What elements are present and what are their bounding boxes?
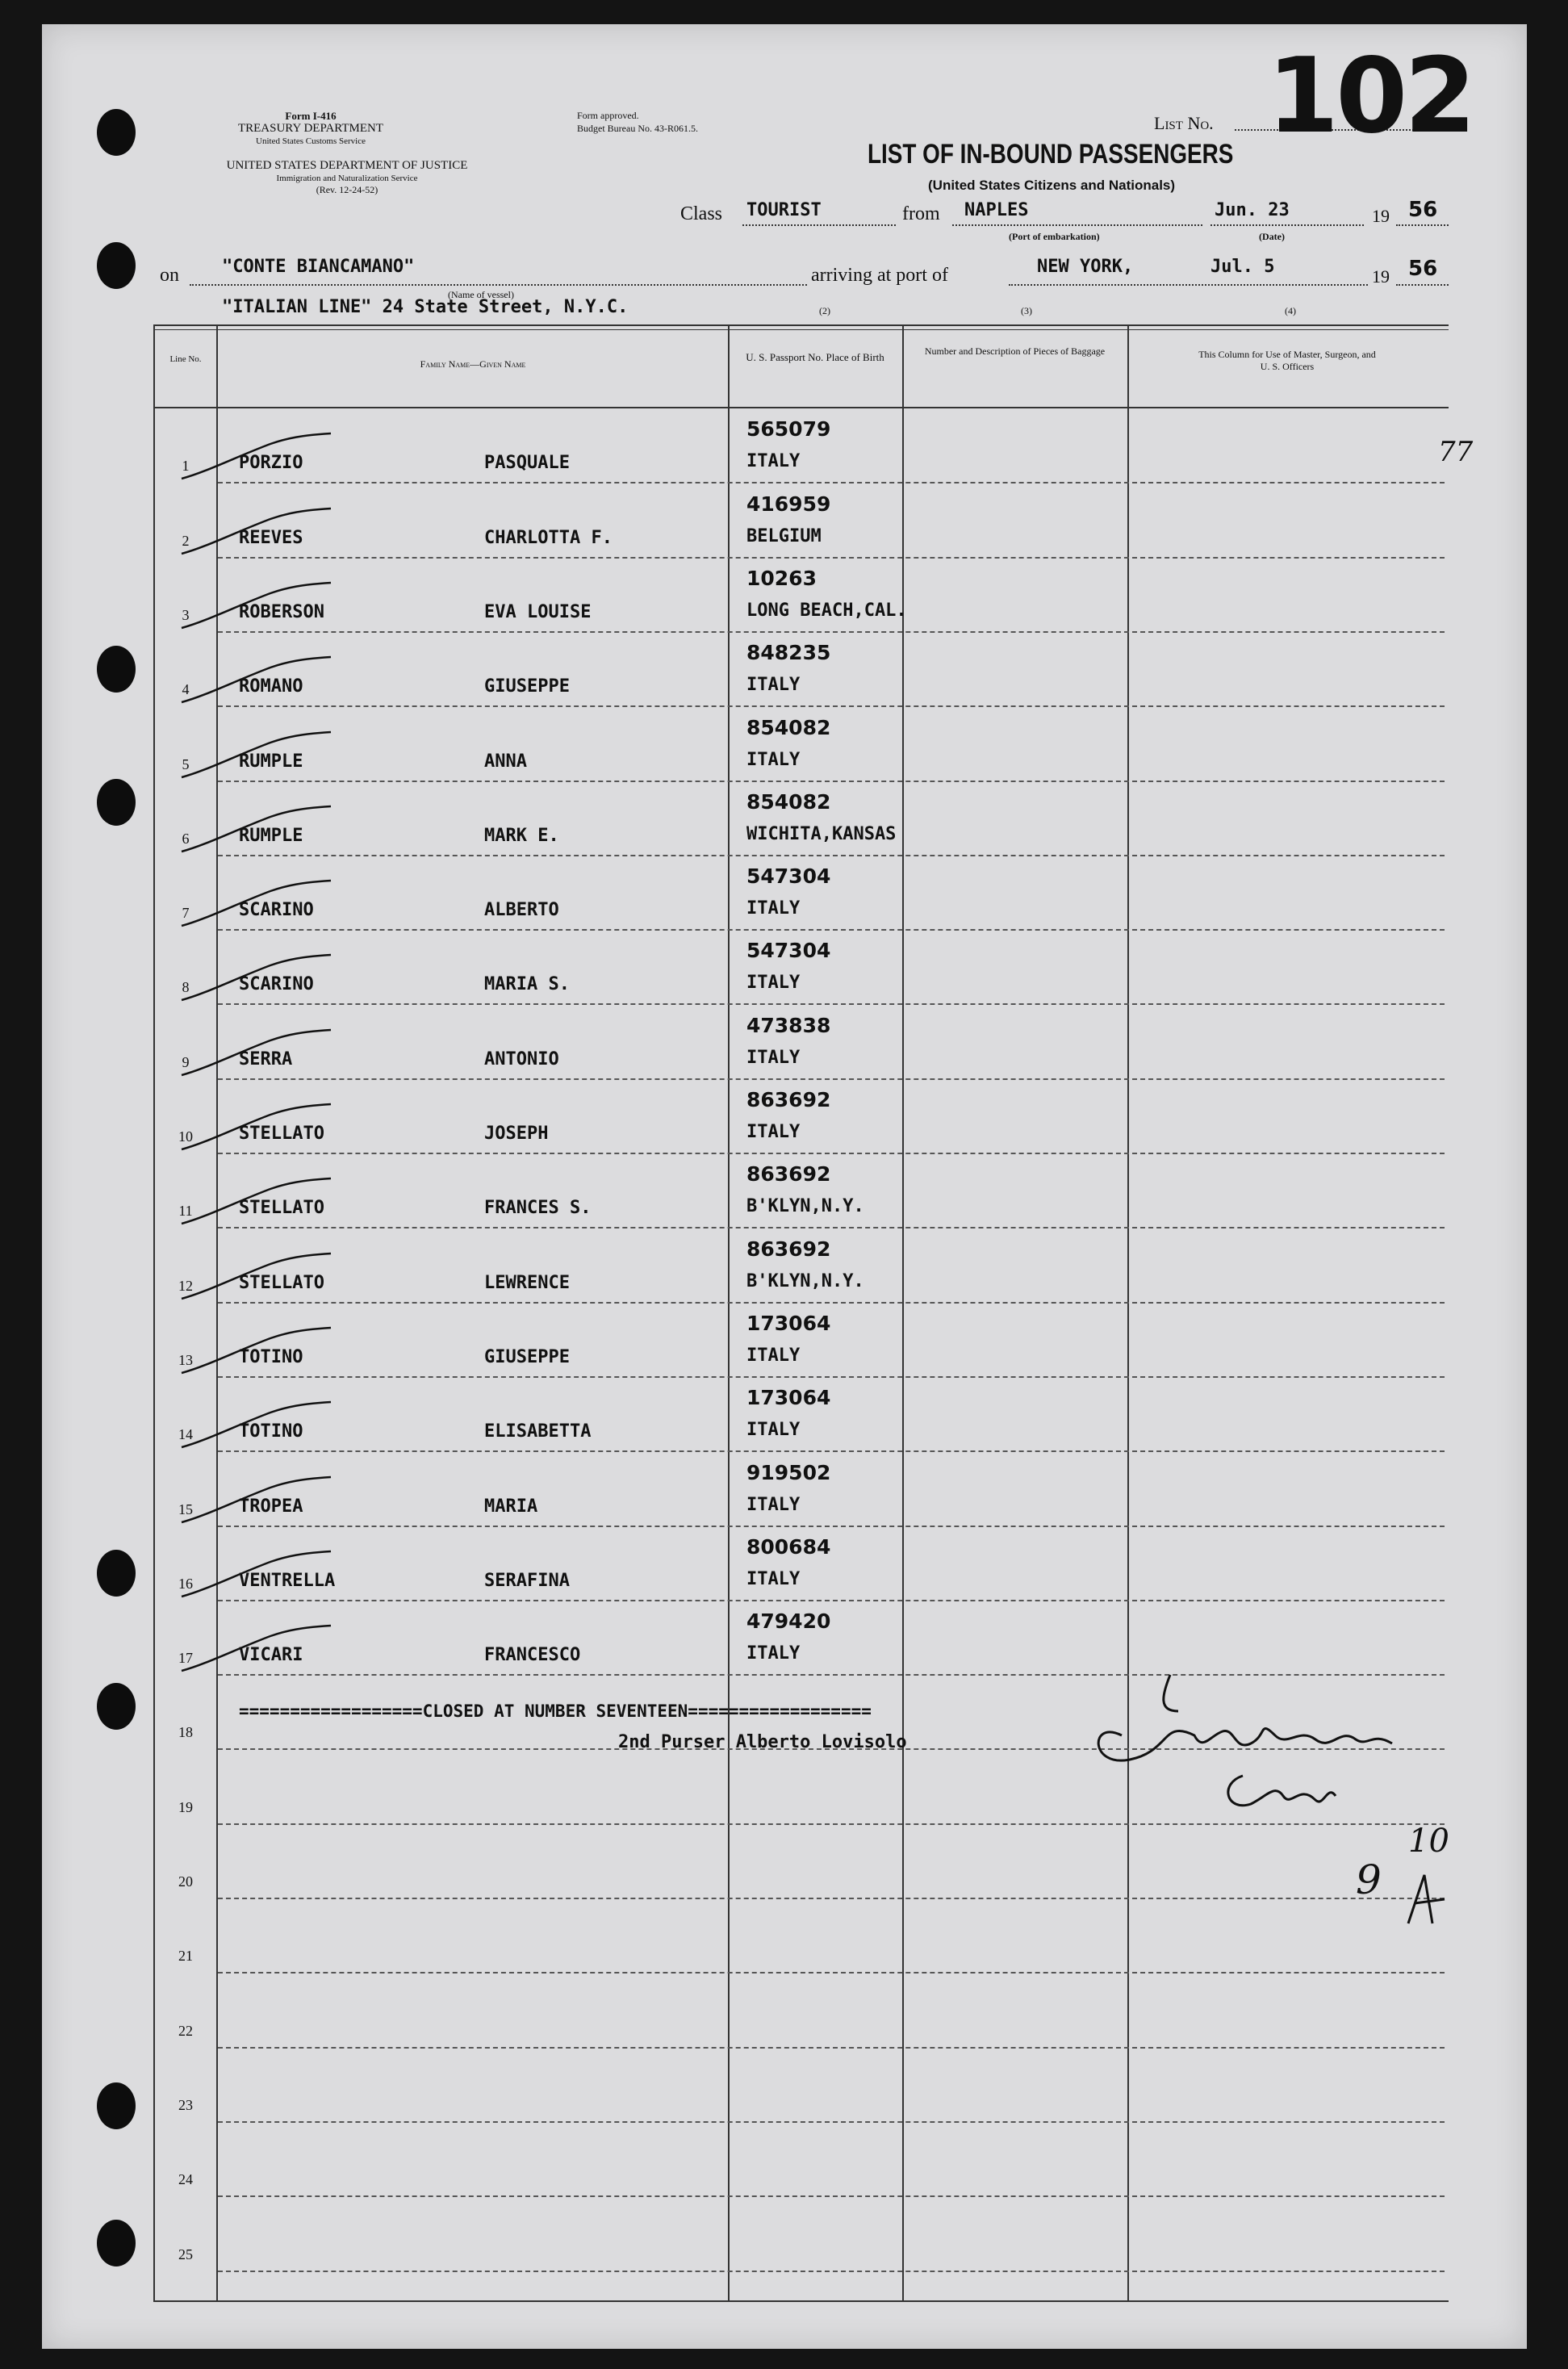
given-name: MARIA S. xyxy=(484,974,570,995)
family-name: VICARI xyxy=(239,1645,303,1666)
form-number: Form I-416 xyxy=(285,110,337,122)
list-label: List No. xyxy=(1154,113,1214,133)
year-prefix-1: 19 xyxy=(1372,206,1390,226)
check-mark xyxy=(174,1326,335,1383)
passport-number: 863692 xyxy=(746,1237,831,1261)
row-rule xyxy=(218,2047,1445,2049)
check-mark xyxy=(174,581,335,638)
row-rule xyxy=(218,1600,1445,1601)
check-mark xyxy=(174,1475,335,1532)
col-header-officers: This Column for Use of Master, Surgeon, and U. S. Officers xyxy=(1198,349,1376,372)
arrival-date: Jul. 5 xyxy=(1210,257,1275,277)
line-number: 22 xyxy=(178,2022,193,2039)
given-name: GIUSEPPE xyxy=(484,676,570,697)
passport-number: 854082 xyxy=(746,715,831,739)
table-left-border xyxy=(153,324,155,2302)
punch-hole xyxy=(97,2220,136,2266)
place-of-birth: ITALY xyxy=(746,1643,801,1664)
year-rule-2 xyxy=(1396,284,1449,286)
date-label: (Date) xyxy=(1259,231,1285,242)
list-number: 102 xyxy=(1267,36,1474,157)
punch-hole xyxy=(97,646,136,693)
row-rule xyxy=(218,557,1445,559)
punch-hole xyxy=(97,1550,136,1597)
line-number: 12 xyxy=(178,1277,193,1294)
check-mark xyxy=(174,655,335,712)
check-mark xyxy=(174,1177,335,1233)
line-number: 19 xyxy=(178,1798,193,1815)
line-number: 21 xyxy=(178,1948,193,1965)
passport-number: 565079 xyxy=(746,417,831,442)
passport-number: 547304 xyxy=(746,939,831,963)
line-number: 7 xyxy=(182,905,190,922)
row-rule xyxy=(218,781,1445,782)
row-rule xyxy=(218,1972,1445,1973)
place-of-birth: ITALY xyxy=(746,1568,801,1589)
check-mark xyxy=(174,432,335,488)
margin-note: 77 xyxy=(1438,436,1474,468)
given-name: FRANCESCO xyxy=(484,1645,581,1666)
row-rule xyxy=(218,2195,1445,2197)
place-of-birth: WICHITA,KANSAS xyxy=(746,823,897,844)
col-divider-passport xyxy=(902,324,904,2302)
col-header-name: Family Name—Given Name xyxy=(420,358,526,370)
customs-service: United States Customs Service xyxy=(256,136,366,146)
given-name: CHARLOTTA F. xyxy=(484,527,613,548)
from-label: from xyxy=(902,203,940,224)
passport-number: 848235 xyxy=(746,641,831,665)
place-of-birth: ITALY xyxy=(746,898,801,919)
closed-line: ==================CLOSED AT NUMBER SEVENTEEN================== xyxy=(239,1701,872,1721)
class-value: TOURIST xyxy=(746,200,822,220)
check-mark xyxy=(174,879,335,935)
col-header-passport: U. S. Passport No. Place of Birth xyxy=(746,351,884,363)
row-rule xyxy=(218,2121,1445,2123)
from-rule xyxy=(952,224,1202,226)
year-prefix-2: 19 xyxy=(1372,266,1390,287)
justice-dept: UNITED STATES DEPARTMENT OF JUSTICE xyxy=(226,159,468,172)
hand-mark xyxy=(1400,1871,1457,1927)
line-number: 11 xyxy=(178,1203,193,1220)
row-rule xyxy=(218,1526,1445,1527)
given-name: FRANCES S. xyxy=(484,1198,592,1219)
passport-number: 473838 xyxy=(746,1013,831,1037)
treasury-dept: TREASURY DEPARTMENT xyxy=(237,122,384,135)
place-of-birth: ITALY xyxy=(746,1122,801,1142)
passport-number: 479420 xyxy=(746,1609,831,1634)
purser-name: 2nd Purser Alberto Lovisolo xyxy=(618,1732,907,1752)
family-name: RUMPLE xyxy=(239,751,303,772)
line-number: 3 xyxy=(182,606,190,623)
family-name: SCARINO xyxy=(239,900,314,921)
punch-hole xyxy=(97,109,136,156)
hand-note-10: 10 xyxy=(1408,1823,1449,1860)
row-rule xyxy=(218,1153,1445,1154)
date-rule xyxy=(1210,224,1364,226)
given-name: ALBERTO xyxy=(484,900,559,921)
check-mark xyxy=(174,1624,335,1680)
family-name: TOTINO xyxy=(239,1346,303,1367)
col-header-line-no: Line No. xyxy=(169,354,202,364)
line-number: 13 xyxy=(178,1351,193,1368)
punch-hole xyxy=(97,779,136,826)
row-rule xyxy=(218,482,1445,483)
revision: (Rev. 12-24-52) xyxy=(316,184,378,195)
line-number: 20 xyxy=(178,1873,193,1890)
family-name: PORZIO xyxy=(239,453,303,474)
line-number: 10 xyxy=(178,1128,193,1145)
table-top-rule-2 xyxy=(153,329,1449,330)
passport-number: 863692 xyxy=(746,1162,831,1187)
year-1: 56 xyxy=(1408,198,1438,222)
col-3-label: (3) xyxy=(1021,305,1032,316)
place-of-birth: ITALY xyxy=(746,451,801,472)
place-of-birth: B'KLYN,N.Y. xyxy=(746,1196,864,1217)
hand-note-9: 9 xyxy=(1356,1856,1382,1903)
given-name: ANNA xyxy=(484,751,527,772)
place-of-birth: BELGIUM xyxy=(746,525,822,546)
check-mark xyxy=(174,1550,335,1606)
line-address: "ITALIAN LINE" 24 State Street, N.Y.C. xyxy=(222,297,629,317)
year-2: 56 xyxy=(1408,257,1438,281)
col-4-label: (4) xyxy=(1285,305,1296,316)
place-of-birth: ITALY xyxy=(746,1345,801,1366)
table-bottom-rule xyxy=(153,2300,1449,2302)
family-name: TOTINO xyxy=(239,1421,303,1442)
ins: Immigration and Naturalization Service xyxy=(276,174,418,183)
form-approved: Form approved. xyxy=(577,110,639,121)
departure-date: Jun. 23 xyxy=(1215,200,1290,220)
from-value: NAPLES xyxy=(964,200,1029,220)
passport-number: 854082 xyxy=(746,789,831,814)
class-rule xyxy=(742,224,896,226)
on-label: on xyxy=(160,265,179,286)
line-number: 4 xyxy=(182,681,190,698)
vessel-rule xyxy=(190,284,807,286)
year-rule-1 xyxy=(1396,224,1449,226)
check-mark xyxy=(174,953,335,1010)
line-number: 18 xyxy=(178,1724,193,1741)
signature xyxy=(1081,1663,1453,1953)
table-top-rule xyxy=(153,324,1449,326)
given-name: MARIA xyxy=(484,1496,538,1517)
row-rule xyxy=(218,1450,1445,1452)
list-subtitle: (United States Citizens and Nationals) xyxy=(928,178,1176,193)
class-label: Class xyxy=(680,203,723,224)
passport-number: 173064 xyxy=(746,1311,831,1335)
check-mark xyxy=(174,1252,335,1308)
family-name: STELLATO xyxy=(239,1272,324,1293)
list-title: LIST OF IN-BOUND PASSENGERS xyxy=(868,139,1234,170)
col-divider-name xyxy=(728,324,730,2302)
punch-hole xyxy=(97,242,136,289)
place-of-birth: ITALY xyxy=(746,973,801,994)
given-name: MARK E. xyxy=(484,825,559,846)
line-number: 16 xyxy=(178,1575,193,1592)
check-mark xyxy=(174,507,335,563)
given-name: LEWRENCE xyxy=(484,1272,570,1293)
family-name: VENTRELLA xyxy=(239,1570,336,1591)
family-name: SERRA xyxy=(239,1048,293,1069)
row-rule xyxy=(218,1003,1445,1005)
line-number: 9 xyxy=(182,1053,190,1070)
row-rule xyxy=(218,631,1445,633)
budget-bureau: Budget Bureau No. 43-R061.5. xyxy=(577,123,698,134)
row-rule xyxy=(218,1302,1445,1304)
row-rule xyxy=(218,705,1445,707)
family-name: STELLATO xyxy=(239,1198,324,1219)
punch-hole xyxy=(97,1683,136,1730)
place-of-birth: ITALY xyxy=(746,1420,801,1441)
place-of-birth: ITALY xyxy=(746,1047,801,1068)
place-of-birth: ITALY xyxy=(746,749,801,770)
line-number: 1 xyxy=(182,458,190,475)
place-of-birth: ITALY xyxy=(746,675,801,696)
passport-number: 10263 xyxy=(746,566,817,590)
vessel-label: (Name of vessel) xyxy=(448,289,514,300)
col-divider-baggage xyxy=(1127,324,1129,2302)
passport-number: 173064 xyxy=(746,1386,831,1410)
given-name: SERAFINA xyxy=(484,1570,570,1591)
passport-number: 919502 xyxy=(746,1460,831,1484)
place-of-birth: B'KLYN,N.Y. xyxy=(746,1270,864,1291)
line-number: 14 xyxy=(178,1426,193,1443)
family-name: REEVES xyxy=(239,527,303,548)
vessel-name: "CONTE BIANCAMANO" xyxy=(222,257,415,277)
line-number: 25 xyxy=(178,2246,193,2262)
given-name: ANTONIO xyxy=(484,1048,559,1069)
given-name: JOSEPH xyxy=(484,1124,549,1144)
given-name: EVA LOUISE xyxy=(484,601,592,622)
given-name: PASQUALE xyxy=(484,453,570,474)
row-rule xyxy=(218,855,1445,856)
row-rule xyxy=(218,1078,1445,1080)
arrival-rule xyxy=(1009,284,1368,286)
passport-number: 416959 xyxy=(746,492,831,516)
arriving-label: arriving at port of xyxy=(811,265,948,286)
line-number: 5 xyxy=(182,755,190,772)
check-mark xyxy=(174,1028,335,1085)
family-name: RUMPLE xyxy=(239,825,303,846)
family-name: STELLATO xyxy=(239,1124,324,1144)
passport-number: 863692 xyxy=(746,1088,831,1111)
place-of-birth: ITALY xyxy=(746,1494,801,1515)
family-name: ROMANO xyxy=(239,676,303,697)
line-number: 23 xyxy=(178,2096,193,2113)
family-name: SCARINO xyxy=(239,974,314,995)
punch-hole xyxy=(97,2082,136,2129)
port-embark-label: (Port of embarkation) xyxy=(1009,231,1100,242)
row-rule xyxy=(218,2271,1445,2272)
check-mark xyxy=(174,730,335,787)
given-name: GIUSEPPE xyxy=(484,1346,570,1367)
arrival-port: NEW YORK, xyxy=(1037,257,1134,277)
passport-number: 547304 xyxy=(746,864,831,889)
row-rule xyxy=(218,929,1445,931)
col-2-label: (2) xyxy=(819,305,830,316)
row-rule xyxy=(218,1376,1445,1378)
line-number: 15 xyxy=(178,1501,193,1517)
family-name: ROBERSON xyxy=(239,601,324,622)
line-number: 8 xyxy=(182,979,190,996)
line-number: 17 xyxy=(178,1650,193,1667)
col-header-baggage: Number and Description of Pieces of Baggage xyxy=(924,345,1106,357)
line-number: 6 xyxy=(182,830,190,847)
table-header-rule xyxy=(153,407,1449,408)
given-name: ELISABETTA xyxy=(484,1421,592,1442)
line-number: 2 xyxy=(182,532,190,549)
check-mark xyxy=(174,1400,335,1457)
family-name: TROPEA xyxy=(239,1496,303,1517)
check-mark xyxy=(174,805,335,861)
line-number: 24 xyxy=(178,2171,193,2188)
check-mark xyxy=(174,1103,335,1159)
row-rule xyxy=(218,1227,1445,1228)
place-of-birth: LONG BEACH,CAL. xyxy=(746,600,907,621)
passport-number: 800684 xyxy=(746,1534,831,1559)
